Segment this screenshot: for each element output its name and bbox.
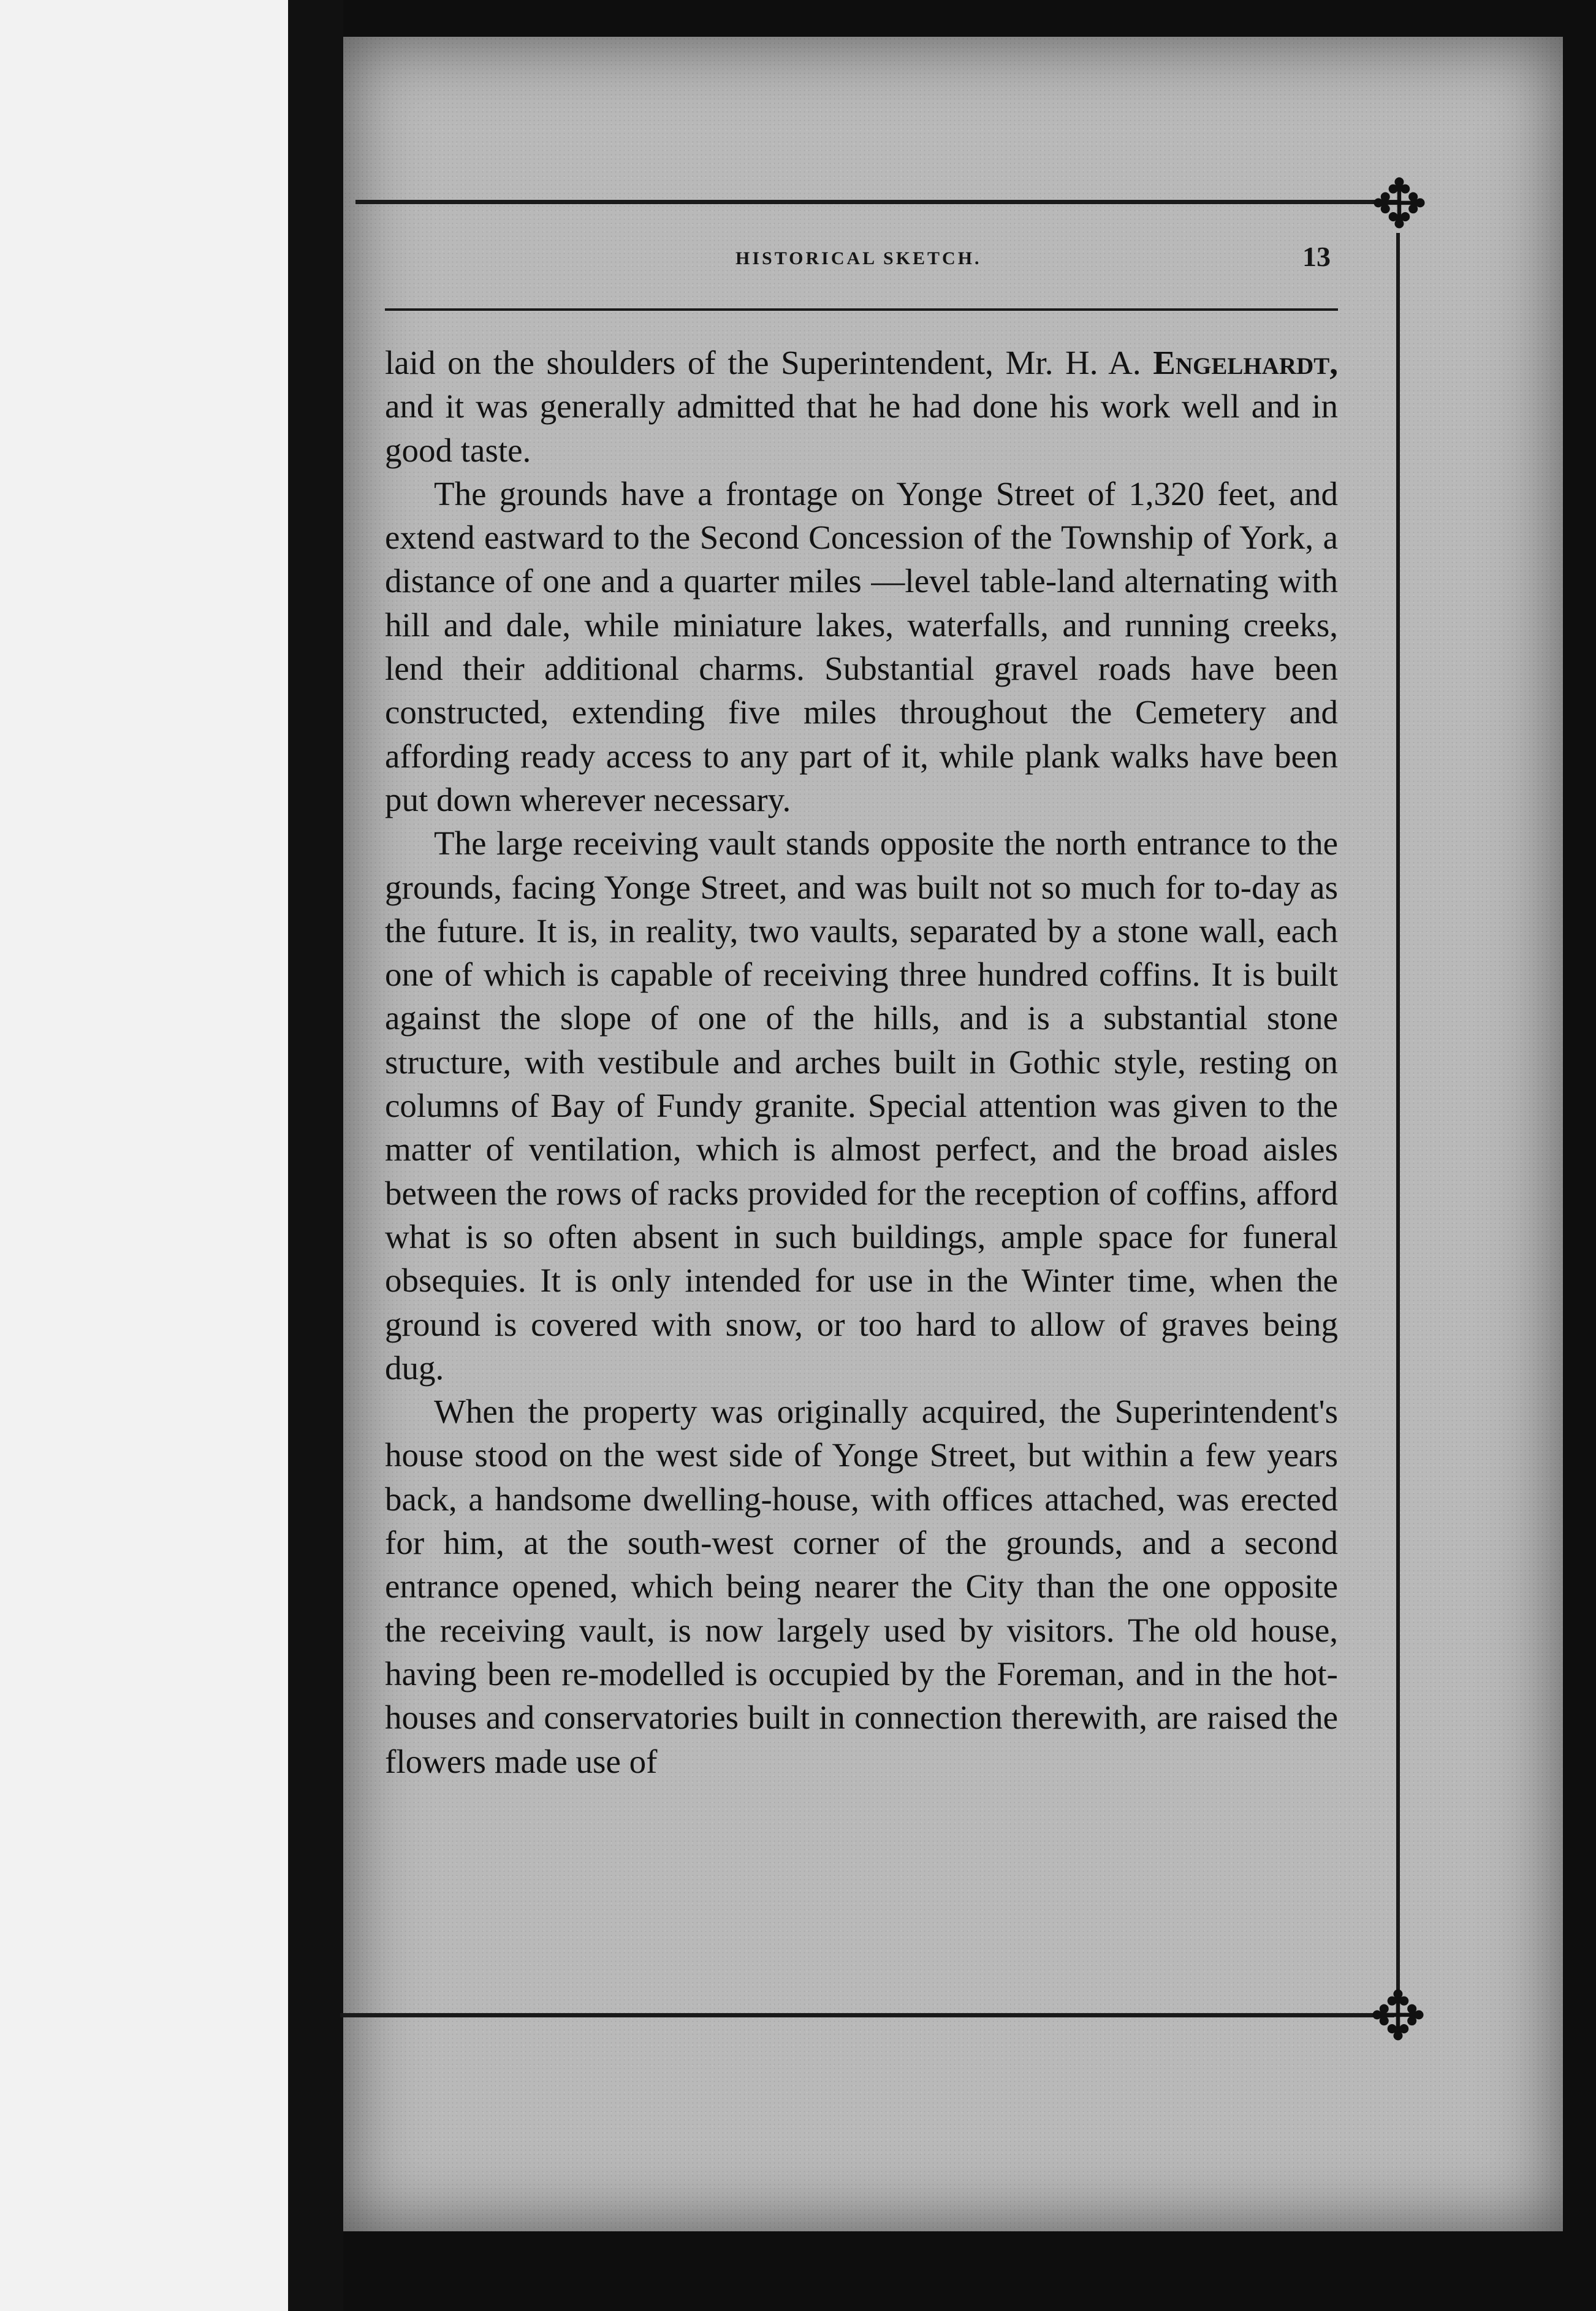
right-border-rule [1396, 233, 1400, 1998]
paragraph-4: When the property was originally acquired, the Superintendent's house stood on the west side of Yonge Street, but within a few years back, a handsome dwelling-house, with offices attached, was erected for him, at the south-west corner of the grounds, and a second entrance opened, which being nearer the City than the one opposite the receiving vault, is now largely used by visitors. The old house, having been re-modelled is occupied by the Foreman, and in the hot-houses and conservatories built in connection therewith, are raised the flowers made use of [385, 1393, 1338, 1780]
page-body [385, 341, 1338, 1783]
gutter-shadow [288, 0, 343, 2311]
paragraph-2: The grounds have a frontage on Yonge Street of 1,320 feet, and extend eastward to the Second Concession of the Township of York, a distance of one and a quarter miles —level table-land alternating with hill and dale, while miniature lakes, waterfalls, and running creeks, lend their additional charms. Substantial gravel roads have been constructed, extending five miles throughout the Cemetery and affording ready access to any part of it, while plank walks have been put down wherever necessary. [385, 474, 1338, 818]
bottom-border-rule [340, 2013, 1394, 2017]
paragraph-1-rest: and it was generally admitted that he had done his work well and in good taste. [385, 387, 1338, 469]
superintendent-name: Engelhardt, [1153, 344, 1339, 381]
running-header: HISTORICAL SKETCH. [735, 248, 982, 268]
page-number: 13 [1302, 241, 1331, 272]
header-underline [385, 308, 1338, 311]
paragraph-1-lead: laid on the shoulders of the Superintendent, Mr. H. A. [385, 344, 1141, 381]
top-corner-ornament-icon: ✥ [1370, 165, 1428, 243]
bottom-corner-ornament-icon: ✥ [1369, 1977, 1427, 2055]
paragraph-3: The large receiving vault stands opposite the north entrance to the grounds, facing Yonge Street, and was built not so much for to-day as the future. It is, in reality, two vaults, separated by a stone wall, each one of which is capable of receiving three hundred coffins. It is built against the slope of one of the hills, and is a substantial stone structure, with vestibule and arches built in Gothic style, resting on columns of Bay of Fundy granite. Special attention was given to the matter of ventilation, which is almost perfect, and the broad aisles between the rows of racks provided for the reception of coffins, afford what is so often absent in such buildings, ample space for funeral obsequies. It is only intended for use in the Winter time, when the ground is covered with snow, or too hard to allow of graves being dug. [385, 824, 1338, 1387]
top-border-rule [355, 200, 1397, 204]
paragraph-1 [385, 341, 1338, 472]
facing-page-margin [0, 0, 288, 2311]
